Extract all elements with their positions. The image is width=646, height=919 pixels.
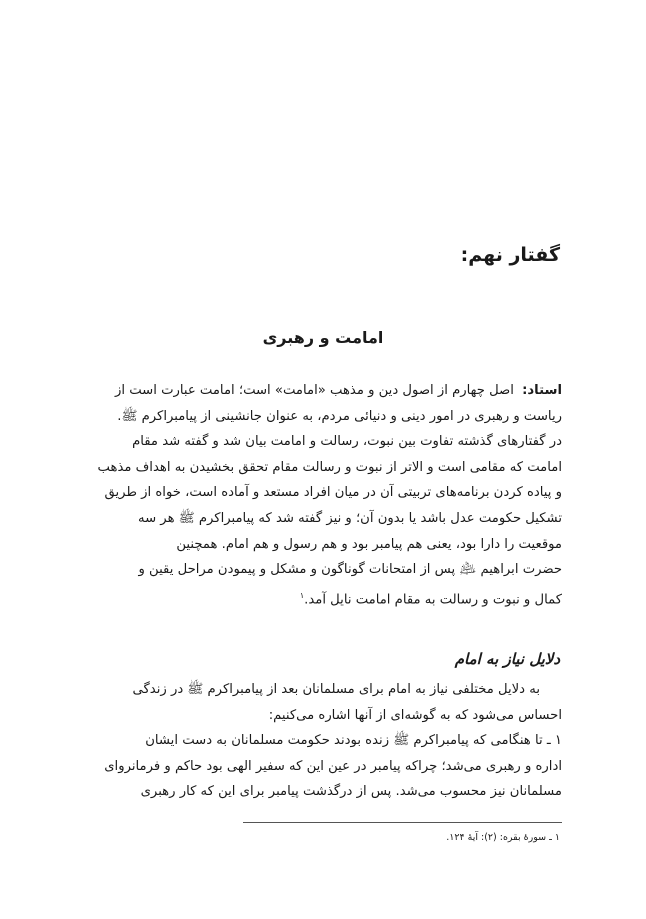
paragraph-line: و پیاده کردن برنامه‌های تربیتی آن در میان افراد مستعد و آماده است، خواه از طریق [104, 485, 562, 501]
paragraph-line: ریاست و رهبری در امور دینی و دنیائی مردم، به عنوان جانشینی از پیامبراکرم ﷺ. [117, 408, 562, 424]
footnote: ۱ ـ سورهٔ بقره: (۲): آیهٔ ۱۲۴. [446, 832, 560, 843]
paragraph-line: ۱ ـ تا هنگامی که پیامبراکرم ﷺ زنده بودند حکومت مسلمانان به دست ایشان [145, 733, 562, 749]
section-title: امامت و رهبری [262, 328, 384, 347]
chapter-title: گفتار نهم: [460, 244, 560, 266]
paragraph-reasons [84, 677, 562, 805]
paragraph-line: کمال و نبوت و رسالت به مقام امامت نایل آمد.$^۱$ [299, 590, 562, 608]
paragraph-line: امامت که مقامی است و الاتر از نبوت و رسالت مقام تحقق بخشیدن به اهداف مذهب [97, 459, 562, 475]
paragraph-line: حضرت ابراهیم ﵇ پس از امتحانات گوناگون و مشکل و پیمودن مراحل یقین و [138, 562, 562, 578]
paragraph-line: مسلمانان نیز محسوب می‌شد. پس از درگذشت پیامبر برای این که کار رهبری [140, 784, 562, 800]
paragraph-line: تشکیل حکومت عدل باشد یا بدون آن؛ و نیز گفته شد که پیامبراکرم ﷺ هر سه [138, 510, 562, 526]
paragraph-line: احساس می‌شود که به گوشه‌ای از آنها اشاره می‌کنیم: [268, 707, 562, 723]
footnote-reference[interactable]: ۱ [299, 590, 305, 600]
footnote-divider [243, 822, 562, 823]
paragraph-line: موقعیت را دارا بود، یعنی هم پیامبر بود و هم رسول و هم امام. همچنین [176, 536, 562, 552]
subheading: دلایل نیاز به امام [454, 650, 560, 668]
paragraph-line: استاد: اصل چهارم از اصول دین و مذهب «امامت» است؛ امامت عبارت است از [115, 383, 562, 398]
paragraph-line: در گفتارهای گذشته تفاوت بین نبوت، رسالت و امامت بیان شد و گفته شد مقام [132, 434, 562, 450]
paragraph-line: به دلایل مختلفی نیاز به امام برای مسلمانان بعد از پیامبراکرم ﷺ در زندگی [132, 682, 540, 697]
paragraph-line: اداره و رهبری می‌شد؛ چراکه پیامبر در عین این که سفیر الهی بود حاکم و فرمانروای [104, 758, 562, 774]
speaker-label: استاد: [522, 383, 562, 398]
paragraph-imamat [84, 378, 562, 613]
